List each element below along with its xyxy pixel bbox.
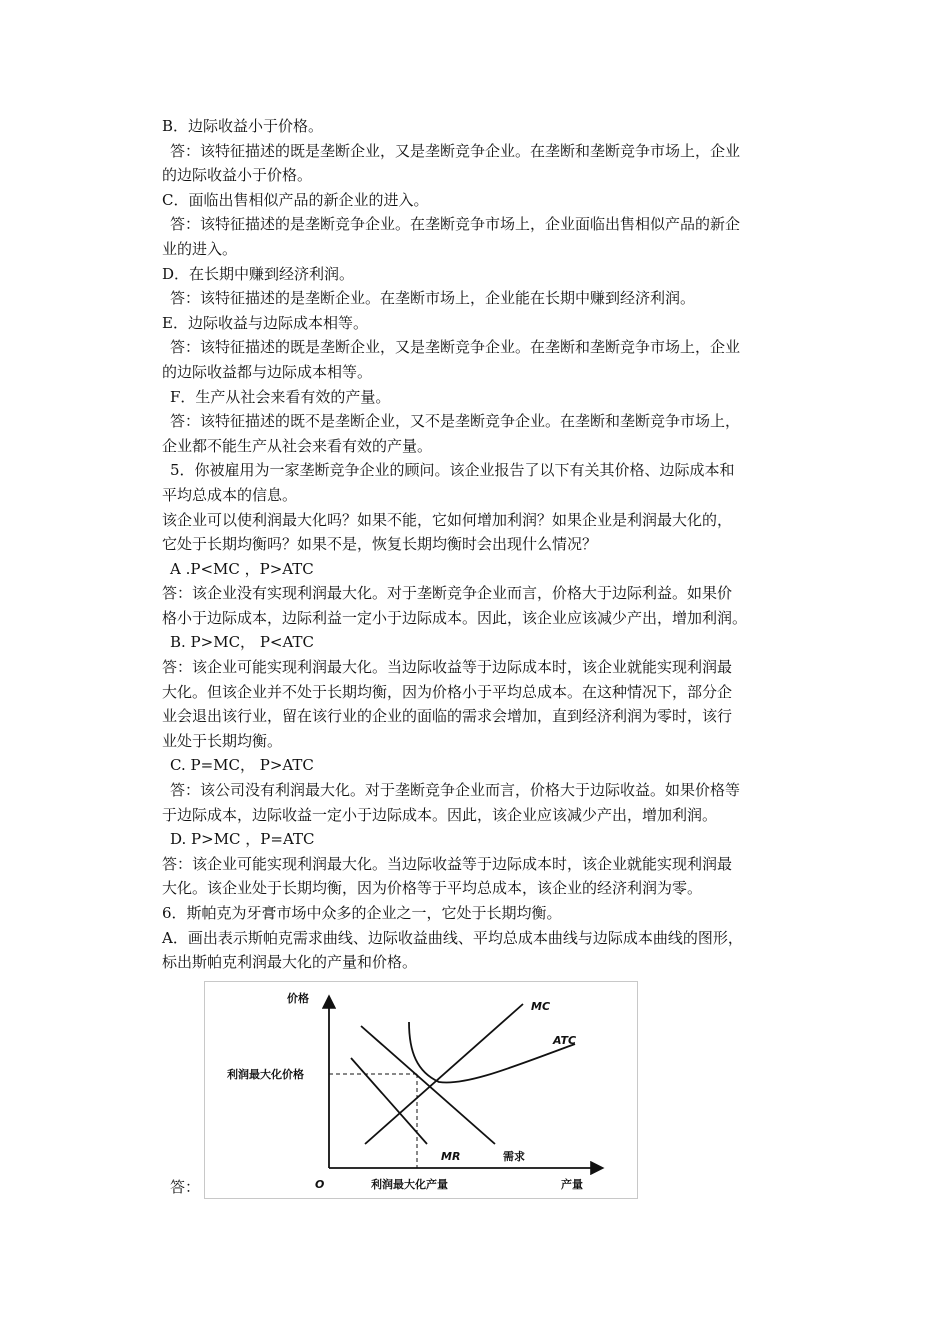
option-d-line: D．在长期中赚到经济利润。 xyxy=(162,264,355,283)
question-5-line-1: 5．你被雇用为一家垄断竞争企业的顾问。该企业报告了以下有关其价格、边际成本和 xyxy=(170,461,735,480)
option-b-line: B．边际收益小于价格。 xyxy=(162,117,324,135)
question-6a-line-2: 标出斯帕克利润最大化的产量和价格。 xyxy=(162,953,418,972)
x-axis-label: 产量 xyxy=(561,1177,583,1191)
answer-c-line-1: 答：该特征描述的是垄断竞争企业。在垄断竞争市场上，企业面临出售相似产品的新企 xyxy=(170,215,741,234)
answer-b-line-2: 的边际收益小于价格。 xyxy=(162,166,313,185)
question-5-line-2: 平均总成本的信息。 xyxy=(162,485,298,504)
answer-6a-label: 答： xyxy=(170,1177,201,1196)
question-6a-line-1: A．画出表示斯帕克需求曲线、边际收益曲线、平均总成本曲线与边际成本曲线的图形， xyxy=(162,928,743,947)
answer-5b-line-4: 业处于长期均衡。 xyxy=(162,731,283,750)
document-page xyxy=(162,114,812,1205)
demand-label: 需求 xyxy=(503,1149,525,1163)
origin-label: O xyxy=(315,1177,325,1191)
economics-diagram xyxy=(205,982,637,1198)
answer-5d-line-2: 大化。该企业处于长期均衡，因为价格等于平均总成本，该企业的经济利润为零。 xyxy=(162,879,703,898)
mc-label: MC xyxy=(531,999,551,1013)
answer-d-line: 答：该特征描述的是垄断企业。在垄断市场上，企业能在长期中赚到经济利润。 xyxy=(170,289,696,308)
option-e-line: E．边际收益与边际成本相等。 xyxy=(162,313,368,332)
case-d-line: D. P>MC ，P=ATC xyxy=(170,830,315,849)
case-a-line: A .P<MC ，P>ATC xyxy=(170,559,314,578)
answer-5b-line-1: 答：该企业可能实现利润最大化。当边际收益等于边际成本时，该企业就能实现利润最 xyxy=(162,658,733,677)
option-c-line: C．面临出售相似产品的新企业的进入。 xyxy=(162,190,429,209)
demand-curve xyxy=(361,1026,495,1144)
option-f-line: F．生产从社会来看有效的产量。 xyxy=(170,387,391,406)
question-5-line-3: 该企业可以使利润最大化吗？如果不能，它如何增加利润？如果企业是利润最大化的， xyxy=(162,510,733,529)
answer-f-line-1: 答：该特征描述的既不是垄断企业，又不是垄断竞争企业。在垄断和垄断竞争市场上， xyxy=(170,412,741,431)
case-c-line: C. P=MC， P>ATC xyxy=(170,756,314,775)
answer-e-line-1: 答：该特征描述的既是垄断企业，又是垄断竞争企业。在垄断和垄断竞争市场上，企业 xyxy=(170,338,741,357)
figure-row xyxy=(162,975,812,1205)
answer-b-line-1: 答：该特征描述的既是垄断企业，又是垄断竞争企业。在垄断和垄断竞争市场上，企业 xyxy=(170,141,741,160)
atc-label: ATC xyxy=(553,1033,577,1047)
answer-5a-line-1: 答：该企业没有实现利润最大化。对于垄断竞争企业而言，价格大于边际利益。如果价 xyxy=(162,584,733,603)
answer-5d-line-1: 答：该企业可能实现利润最大化。当边际收益等于边际成本时，该企业就能实现利润最 xyxy=(162,854,733,873)
answer-5b-line-2: 大化。但该企业并不处于长期均衡，因为价格小于平均总成本。在这种情况下，部分企 xyxy=(162,682,733,701)
case-b-line: B. P>MC， P<ATC xyxy=(170,633,314,652)
answer-f-line-2: 企业都不能生产从社会来看有效的产量。 xyxy=(162,436,433,455)
answer-5c-line-1: 答：该公司没有利润最大化。对于垄断竞争企业而言，价格大于边际收益。如果价格等 xyxy=(170,781,741,800)
question-6-line: 6．斯帕克为牙膏市场中众多的企业之一，它处于长期均衡。 xyxy=(162,904,562,922)
answer-c-line-2: 业的进入。 xyxy=(162,239,238,258)
answer-5c-line-2: 于边际成本，边际收益一定小于边际成本。因此，该企业应该减少产出，增加利润。 xyxy=(162,805,718,824)
mr-label: MR xyxy=(441,1149,461,1163)
mr-curve xyxy=(351,1058,427,1144)
cost-curve-figure xyxy=(204,981,638,1199)
question-5-line-4: 它处于长期均衡吗？如果不是，恢复长期均衡时会出现什么情况？ xyxy=(162,535,598,554)
answer-5a-line-2: 格小于边际成本，边际利益一定小于边际成本。因此，该企业应该减少产出，增加利润。 xyxy=(162,608,748,627)
answer-5b-line-3: 业会退出该行业，留在该行业的企业的面临的需求会增加，直到经济利润为零时，该行 xyxy=(162,707,733,726)
price-label: 利润最大化价格 xyxy=(227,1067,304,1081)
quantity-label: 利润最大化产量 xyxy=(371,1177,448,1191)
y-axis-label: 价格 xyxy=(287,991,309,1005)
answer-e-line-2: 的边际收益都与边际成本相等。 xyxy=(162,362,373,381)
